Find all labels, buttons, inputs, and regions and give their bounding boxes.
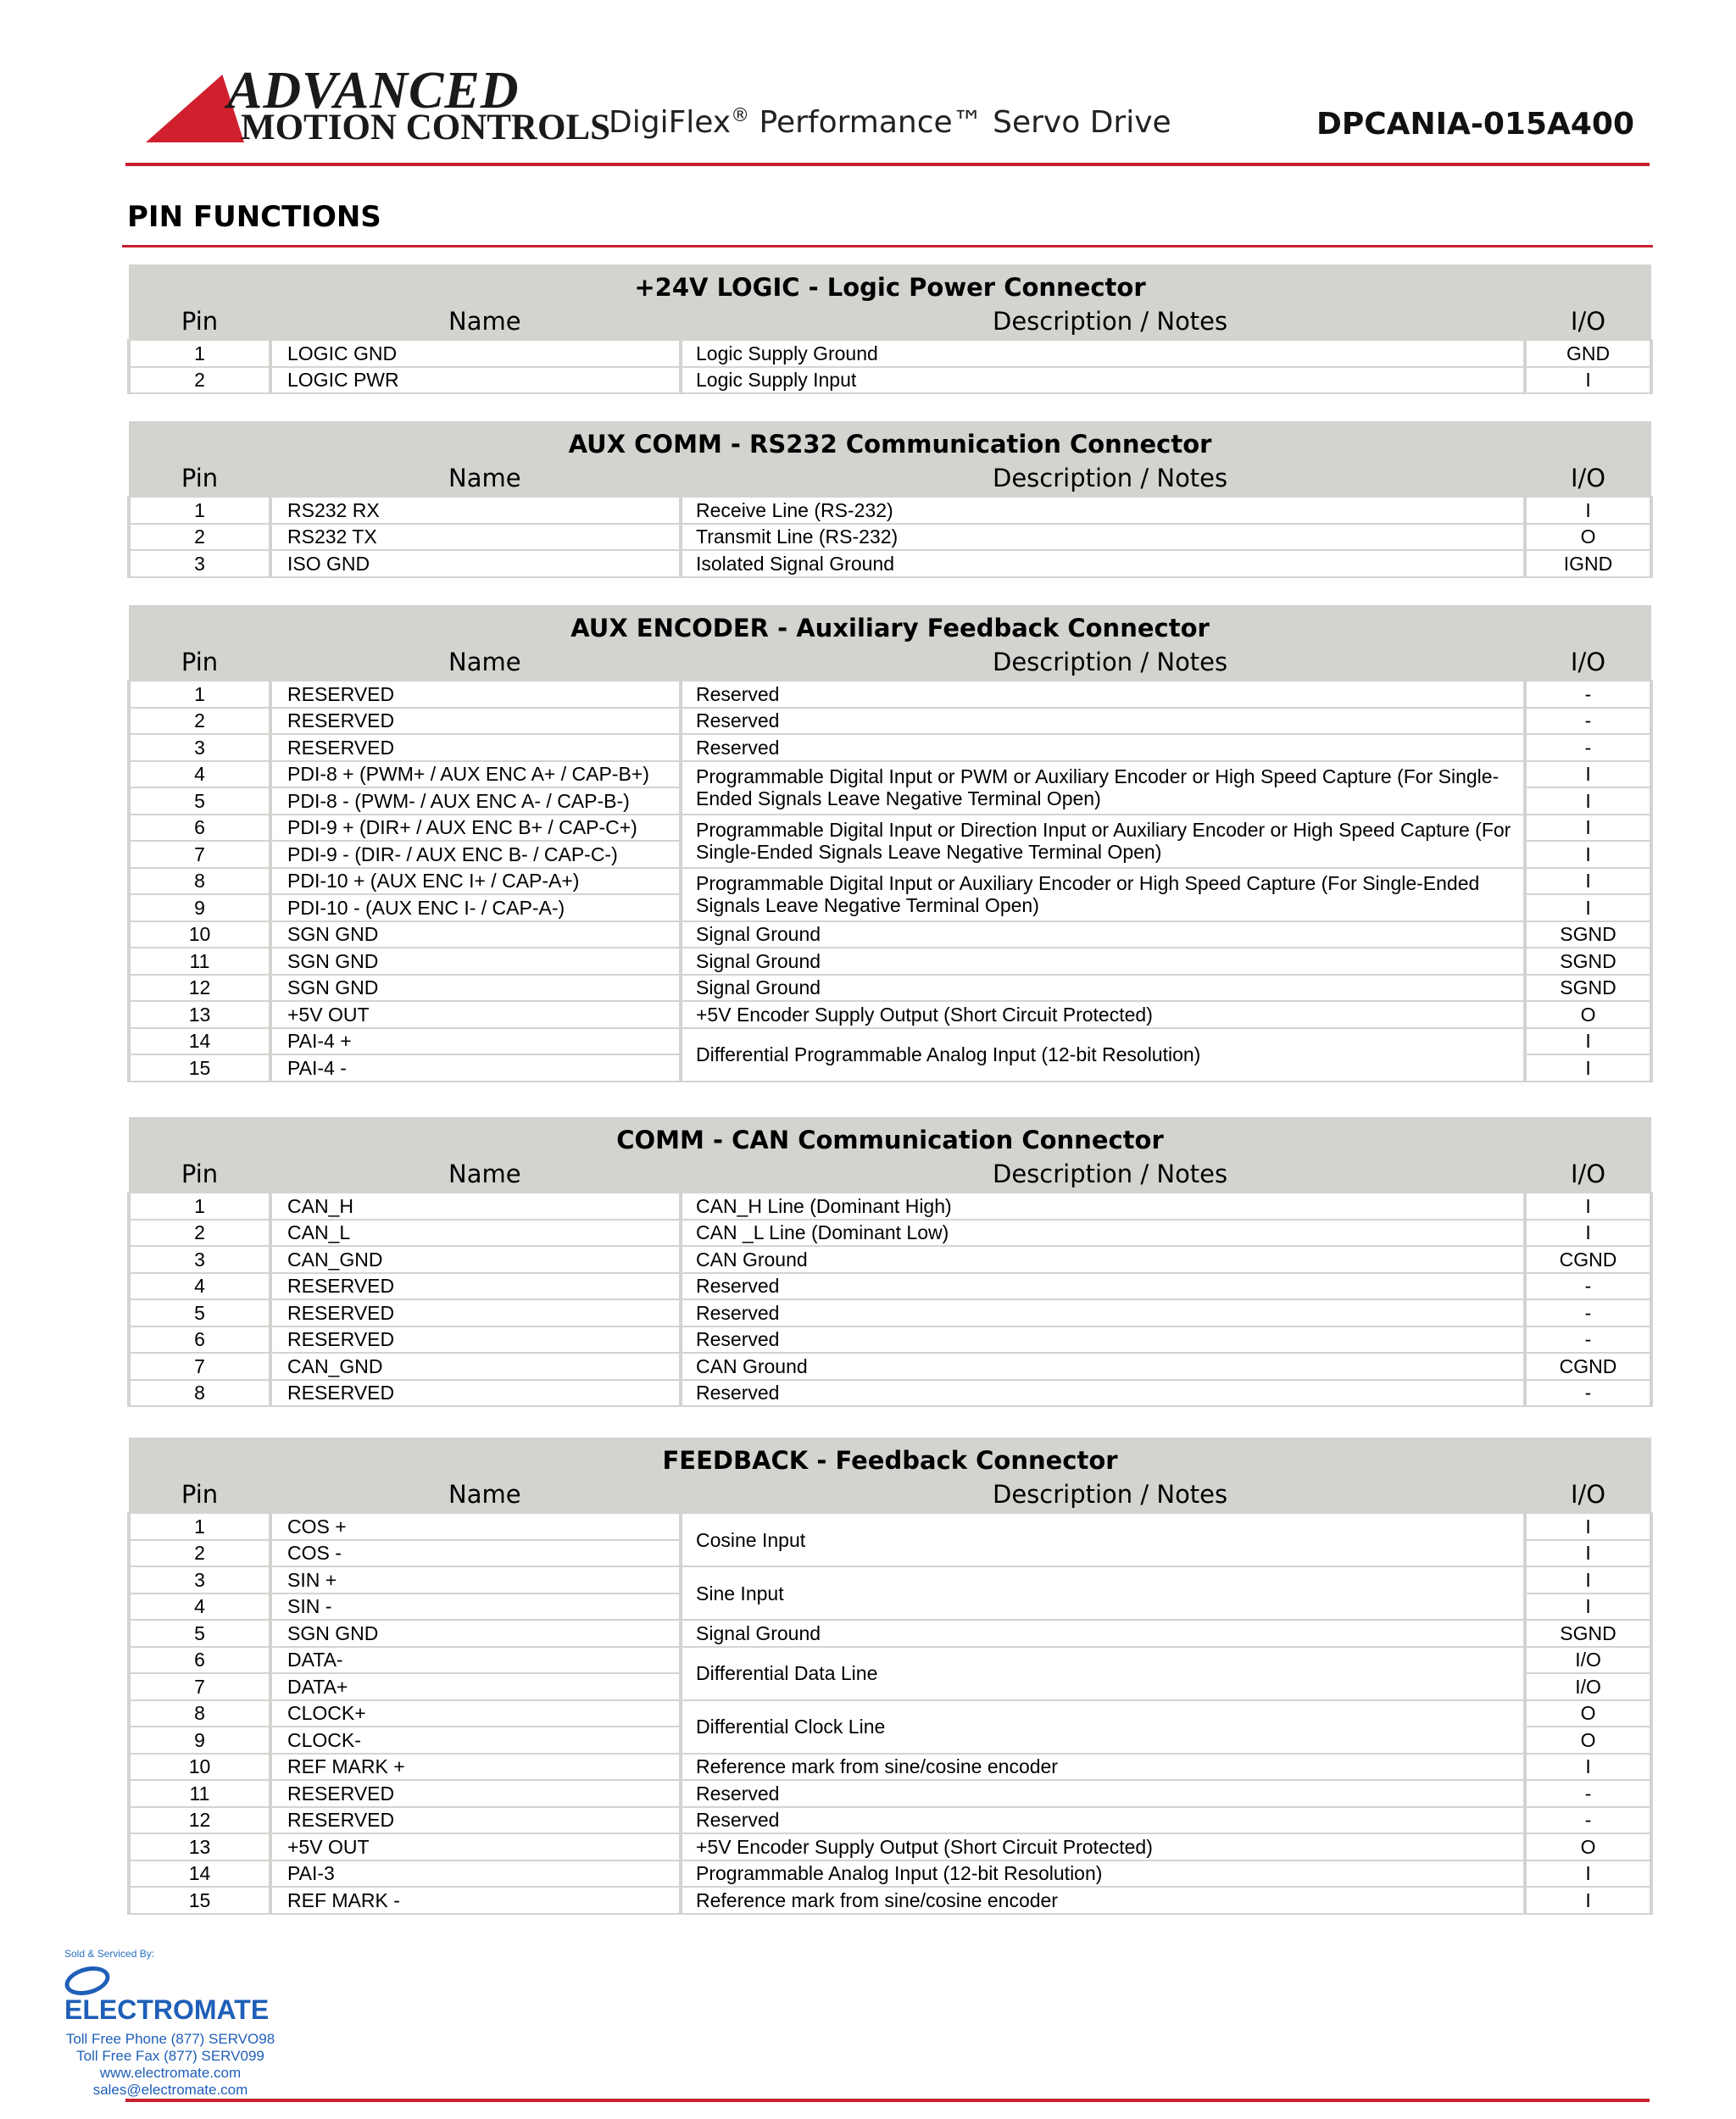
pin-name: PDI-10 - (AUX ENC I- / CAP-A-) bbox=[270, 894, 681, 921]
pin-name: RESERVED bbox=[270, 681, 681, 708]
pin-name: CAN_GND bbox=[270, 1353, 681, 1380]
pin-number: 5 bbox=[129, 1620, 270, 1647]
pin-description: Differential Data Line bbox=[681, 1647, 1525, 1700]
pin-name: PAI-4 - bbox=[270, 1054, 681, 1082]
pin-io: O bbox=[1525, 1833, 1651, 1860]
pin-io: I bbox=[1525, 815, 1651, 842]
pin-name: RESERVED bbox=[270, 1299, 681, 1326]
pin-description: Reserved bbox=[681, 708, 1525, 735]
pin-description: Programmable Digital Input or PWM or Auxiliary Encoder or High Speed Capture (For Single-Ended Signals Leave Negative Terminal Open) bbox=[681, 761, 1525, 815]
table-row bbox=[129, 1887, 1651, 1914]
header-divider bbox=[125, 163, 1650, 166]
pin-number: 1 bbox=[129, 1193, 270, 1220]
table-title: FEEDBACK - Feedback Connector bbox=[129, 1438, 1651, 1477]
pin-io: - bbox=[1525, 734, 1651, 761]
table-row bbox=[129, 1566, 1651, 1593]
pin-number: 2 bbox=[129, 1220, 270, 1247]
pin-number: 2 bbox=[129, 367, 270, 394]
pin-description: Programmable Analog Input (12-bit Resolution) bbox=[681, 1860, 1525, 1888]
pin-number: 5 bbox=[129, 787, 270, 815]
pin-io: I/O bbox=[1525, 1647, 1651, 1674]
pin-io: I bbox=[1525, 894, 1651, 921]
pin-name: PDI-8 + (PWM+ / AUX ENC A+ / CAP-B+) bbox=[270, 761, 681, 788]
table-title: +24V LOGIC - Logic Power Connector bbox=[129, 264, 1651, 303]
pin-io: - bbox=[1525, 1273, 1651, 1300]
product-name: DigiFlex® Performance™ Servo Drive bbox=[609, 105, 1171, 140]
pin-io: I bbox=[1525, 1193, 1651, 1220]
pin-number: 15 bbox=[129, 1887, 270, 1914]
pin-description: Sine Input bbox=[681, 1566, 1525, 1620]
pin-description: +5V Encoder Supply Output (Short Circuit Protected) bbox=[681, 1833, 1525, 1860]
connector-table bbox=[127, 264, 1653, 394]
pin-description: Receive Line (RS-232) bbox=[681, 497, 1525, 524]
column-header-name: Name bbox=[270, 644, 681, 681]
pin-name: RESERVED bbox=[270, 734, 681, 761]
column-header-io: I/O bbox=[1525, 1477, 1651, 1513]
table-row bbox=[129, 1273, 1651, 1300]
pin-name: RESERVED bbox=[270, 1326, 681, 1354]
pin-description: Reference mark from sine/cosine encoder bbox=[681, 1754, 1525, 1781]
table-row bbox=[129, 681, 1651, 708]
logo-text-line1: ADVANCED bbox=[227, 62, 520, 120]
table-row bbox=[129, 1513, 1651, 1540]
pin-name: LOGIC PWR bbox=[270, 367, 681, 394]
pin-name: COS - bbox=[270, 1540, 681, 1567]
column-header-io: I/O bbox=[1525, 1156, 1651, 1193]
advanced-motion-controls-logo bbox=[146, 64, 688, 158]
column-header-pin: Pin bbox=[129, 644, 270, 681]
pin-io: I bbox=[1525, 367, 1651, 394]
connector-table bbox=[127, 421, 1653, 578]
pin-name: SIN - bbox=[270, 1593, 681, 1621]
pin-io: - bbox=[1525, 1380, 1651, 1407]
pin-number: 11 bbox=[129, 948, 270, 975]
pin-name: RESERVED bbox=[270, 1273, 681, 1300]
pin-io: SGND bbox=[1525, 948, 1651, 975]
pin-name: RESERVED bbox=[270, 1807, 681, 1834]
pin-io: IGND bbox=[1525, 550, 1651, 577]
table-title: AUX COMM - RS232 Communication Connector bbox=[129, 421, 1651, 460]
pin-name: PDI-10 + (AUX ENC I+ / CAP-A+) bbox=[270, 868, 681, 895]
pin-number: 1 bbox=[129, 681, 270, 708]
pin-name: RS232 TX bbox=[270, 524, 681, 551]
section-divider bbox=[122, 245, 1653, 247]
footer-fax: Toll Free Fax (877) SERV099 bbox=[76, 2048, 264, 2064]
column-header-pin: Pin bbox=[129, 1156, 270, 1193]
pin-number: 4 bbox=[129, 1593, 270, 1621]
table-row bbox=[129, 1780, 1651, 1807]
pin-io: I bbox=[1525, 1220, 1651, 1247]
pin-number: 11 bbox=[129, 1780, 270, 1807]
table-row bbox=[129, 921, 1651, 948]
pin-name: PDI-9 - (DIR- / AUX ENC B- / CAP-C-) bbox=[270, 841, 681, 868]
table-row bbox=[129, 1833, 1651, 1860]
table-row bbox=[129, 367, 1651, 394]
pin-description: Transmit Line (RS-232) bbox=[681, 524, 1525, 551]
pin-io: CGND bbox=[1525, 1353, 1651, 1380]
pin-description: Reserved bbox=[681, 1326, 1525, 1354]
pin-io: - bbox=[1525, 1807, 1651, 1834]
pin-description: Differential Clock Line bbox=[681, 1700, 1525, 1754]
column-header-io: I/O bbox=[1525, 460, 1651, 497]
column-header-pin: Pin bbox=[129, 303, 270, 340]
table-row bbox=[129, 734, 1651, 761]
pin-number: 8 bbox=[129, 868, 270, 895]
pin-name: SGN GND bbox=[270, 948, 681, 975]
pin-name: PDI-8 - (PWM- / AUX ENC A- / CAP-B-) bbox=[270, 787, 681, 815]
model-number: DPCANIA-015A400 bbox=[1316, 107, 1634, 142]
pin-name: RESERVED bbox=[270, 1380, 681, 1407]
pin-description: Reserved bbox=[681, 1807, 1525, 1834]
table-row bbox=[129, 524, 1651, 551]
pin-number: 6 bbox=[129, 815, 270, 842]
pin-name: REF MARK + bbox=[270, 1754, 681, 1781]
pin-name: RESERVED bbox=[270, 708, 681, 735]
pin-io: CGND bbox=[1525, 1246, 1651, 1273]
pin-number: 3 bbox=[129, 1566, 270, 1593]
column-header-name: Name bbox=[270, 1156, 681, 1193]
column-header-name: Name bbox=[270, 303, 681, 340]
pin-io: SGND bbox=[1525, 1620, 1651, 1647]
pin-description: Signal Ground bbox=[681, 948, 1525, 975]
section-title: PIN FUNCTIONS bbox=[127, 200, 381, 234]
table-row bbox=[129, 1246, 1651, 1273]
pin-number: 12 bbox=[129, 975, 270, 1002]
pin-io: I bbox=[1525, 497, 1651, 524]
pin-number: 3 bbox=[129, 550, 270, 577]
footer-divider bbox=[125, 2099, 1650, 2102]
pin-number: 3 bbox=[129, 734, 270, 761]
footer-phone: Toll Free Phone (877) SERVO98 bbox=[65, 2031, 275, 2047]
table-row bbox=[129, 708, 1651, 735]
table-row bbox=[129, 1299, 1651, 1326]
pin-io: I bbox=[1525, 841, 1651, 868]
pin-name: +5V OUT bbox=[270, 1001, 681, 1028]
pin-number: 15 bbox=[129, 1054, 270, 1082]
sold-by-label: Sold & Serviced By: bbox=[64, 1948, 155, 1960]
column-header-description: Description / Notes bbox=[681, 1156, 1525, 1193]
pin-io: I bbox=[1525, 1540, 1651, 1567]
pin-description: Reserved bbox=[681, 1299, 1525, 1326]
column-header-name: Name bbox=[270, 460, 681, 497]
pin-io: I bbox=[1525, 868, 1651, 895]
electromate-logo: ELECTROMATE bbox=[64, 1963, 319, 2026]
pin-name: CAN_GND bbox=[270, 1246, 681, 1273]
pin-description: Signal Ground bbox=[681, 1620, 1525, 1647]
pin-description: Logic Supply Ground bbox=[681, 340, 1525, 367]
column-header-pin: Pin bbox=[129, 460, 270, 497]
pin-name: REF MARK - bbox=[270, 1887, 681, 1914]
column-header-description: Description / Notes bbox=[681, 460, 1525, 497]
pin-number: 10 bbox=[129, 921, 270, 948]
pin-io: I bbox=[1525, 1593, 1651, 1621]
pin-description: Cosine Input bbox=[681, 1513, 1525, 1566]
pin-number: 8 bbox=[129, 1380, 270, 1407]
pin-number: 10 bbox=[129, 1754, 270, 1781]
pin-io: - bbox=[1525, 1326, 1651, 1354]
pin-description: Isolated Signal Ground bbox=[681, 550, 1525, 577]
table-row bbox=[129, 1754, 1651, 1781]
pin-io: O bbox=[1525, 1727, 1651, 1754]
column-header-description: Description / Notes bbox=[681, 644, 1525, 681]
pin-number: 3 bbox=[129, 1246, 270, 1273]
pin-name: ISO GND bbox=[270, 550, 681, 577]
pin-io: I bbox=[1525, 761, 1651, 788]
column-header-description: Description / Notes bbox=[681, 1477, 1525, 1513]
pin-number: 1 bbox=[129, 340, 270, 367]
pin-name: PDI-9 + (DIR+ / AUX ENC B+ / CAP-C+) bbox=[270, 815, 681, 842]
pin-io: I bbox=[1525, 1887, 1651, 1914]
pin-name: PAI-4 + bbox=[270, 1028, 681, 1055]
footer-web[interactable]: www.electromate.com bbox=[99, 2065, 242, 2081]
pin-name: RS232 RX bbox=[270, 497, 681, 524]
table-row bbox=[129, 1647, 1651, 1674]
pin-number: 1 bbox=[129, 497, 270, 524]
pin-name: +5V OUT bbox=[270, 1833, 681, 1860]
pin-description: Differential Programmable Analog Input (12-bit Resolution) bbox=[681, 1028, 1525, 1082]
table-row bbox=[129, 1326, 1651, 1354]
table-row bbox=[129, 1193, 1651, 1220]
pin-description: CAN Ground bbox=[681, 1246, 1525, 1273]
table-row bbox=[129, 1700, 1651, 1727]
table-row bbox=[129, 550, 1651, 577]
pin-name: SGN GND bbox=[270, 921, 681, 948]
pin-io: O bbox=[1525, 1001, 1651, 1028]
table-row bbox=[129, 340, 1651, 367]
pin-name: LOGIC GND bbox=[270, 340, 681, 367]
pin-io: I/O bbox=[1525, 1673, 1651, 1700]
pin-io: I bbox=[1525, 1860, 1651, 1888]
pin-name: DATA- bbox=[270, 1647, 681, 1674]
pin-number: 13 bbox=[129, 1833, 270, 1860]
pin-name: COS + bbox=[270, 1513, 681, 1540]
electromate-footer bbox=[64, 1948, 319, 2099]
pin-io: I bbox=[1525, 1513, 1651, 1540]
table-row bbox=[129, 1807, 1651, 1834]
pin-description: Programmable Digital Input or Direction Input or Auxiliary Encoder or High Speed Capture (For Single-Ended Signals Leave Negative Terminal Open) bbox=[681, 815, 1525, 868]
pin-number: 12 bbox=[129, 1807, 270, 1834]
pin-number: 7 bbox=[129, 1353, 270, 1380]
pin-name: DATA+ bbox=[270, 1673, 681, 1700]
pin-io: - bbox=[1525, 1780, 1651, 1807]
pin-description: Reserved bbox=[681, 1780, 1525, 1807]
pin-io: SGND bbox=[1525, 975, 1651, 1002]
pin-description: Logic Supply Input bbox=[681, 367, 1525, 394]
pin-number: 2 bbox=[129, 1540, 270, 1567]
pin-description: Reserved bbox=[681, 1273, 1525, 1300]
pin-name: CLOCK- bbox=[270, 1727, 681, 1754]
pin-name: PAI-3 bbox=[270, 1860, 681, 1888]
pin-number: 5 bbox=[129, 1299, 270, 1326]
pin-io: I bbox=[1525, 1028, 1651, 1055]
pin-io: O bbox=[1525, 1700, 1651, 1727]
pin-description: Programmable Digital Input or Auxiliary Encoder or High Speed Capture (For Single-Ended Signals Leave Negative Terminal Open) bbox=[681, 868, 1525, 921]
pin-io: - bbox=[1525, 708, 1651, 735]
pin-number: 8 bbox=[129, 1700, 270, 1727]
pin-io: - bbox=[1525, 1299, 1651, 1326]
pin-name: SGN GND bbox=[270, 1620, 681, 1647]
pin-io: SGND bbox=[1525, 921, 1651, 948]
pin-description: Reserved bbox=[681, 681, 1525, 708]
pin-description: +5V Encoder Supply Output (Short Circuit Protected) bbox=[681, 1001, 1525, 1028]
pin-name: CAN_L bbox=[270, 1220, 681, 1247]
pin-number: 7 bbox=[129, 1673, 270, 1700]
pin-name: CLOCK+ bbox=[270, 1700, 681, 1727]
pin-description: CAN_H Line (Dominant High) bbox=[681, 1193, 1525, 1220]
table-row bbox=[129, 1220, 1651, 1247]
connector-table bbox=[127, 605, 1653, 1082]
pin-number: 7 bbox=[129, 841, 270, 868]
column-header-io: I/O bbox=[1525, 644, 1651, 681]
pin-number: 4 bbox=[129, 761, 270, 788]
pin-description: Signal Ground bbox=[681, 975, 1525, 1002]
pin-name: CAN_H bbox=[270, 1193, 681, 1220]
table-row bbox=[129, 1620, 1651, 1647]
table-row bbox=[129, 1001, 1651, 1028]
pin-number: 1 bbox=[129, 1513, 270, 1540]
table-title: AUX ENCODER - Auxiliary Feedback Connector bbox=[129, 605, 1651, 644]
page-header bbox=[125, 59, 1651, 153]
pin-description: CAN _L Line (Dominant Low) bbox=[681, 1220, 1525, 1247]
pin-number: 13 bbox=[129, 1001, 270, 1028]
pin-io: I bbox=[1525, 787, 1651, 815]
pin-name: SIN + bbox=[270, 1566, 681, 1593]
pin-number: 14 bbox=[129, 1028, 270, 1055]
pin-description: Reserved bbox=[681, 1380, 1525, 1407]
column-header-description: Description / Notes bbox=[681, 303, 1525, 340]
pin-io: - bbox=[1525, 681, 1651, 708]
pin-number: 2 bbox=[129, 708, 270, 735]
column-header-io: I/O bbox=[1525, 303, 1651, 340]
pin-description: Reserved bbox=[681, 734, 1525, 761]
connector-table bbox=[127, 1438, 1653, 1915]
pin-io: GND bbox=[1525, 340, 1651, 367]
pin-number: 4 bbox=[129, 1273, 270, 1300]
connector-table bbox=[127, 1117, 1653, 1407]
logo-text-line2: MOTION CONTROLS bbox=[241, 108, 611, 147]
table-row bbox=[129, 948, 1651, 975]
table-row bbox=[129, 497, 1651, 524]
table-row bbox=[129, 868, 1651, 895]
pin-number: 6 bbox=[129, 1647, 270, 1674]
pin-description: CAN Ground bbox=[681, 1353, 1525, 1380]
pin-description: Reference mark from sine/cosine encoder bbox=[681, 1887, 1525, 1914]
pin-io: I bbox=[1525, 1054, 1651, 1082]
footer-email[interactable]: sales@electromate.com bbox=[92, 2082, 248, 2098]
pin-name: SGN GND bbox=[270, 975, 681, 1002]
pin-number: 14 bbox=[129, 1860, 270, 1888]
pin-description: Signal Ground bbox=[681, 921, 1525, 948]
pin-number: 6 bbox=[129, 1326, 270, 1354]
table-row bbox=[129, 1353, 1651, 1380]
table-row bbox=[129, 761, 1651, 788]
pin-name: RESERVED bbox=[270, 1780, 681, 1807]
column-header-pin: Pin bbox=[129, 1477, 270, 1513]
table-row bbox=[129, 815, 1651, 842]
pin-number: 9 bbox=[129, 1727, 270, 1754]
pin-io: I bbox=[1525, 1566, 1651, 1593]
table-row bbox=[129, 975, 1651, 1002]
table-row bbox=[129, 1860, 1651, 1888]
pin-io: O bbox=[1525, 524, 1651, 551]
table-row bbox=[129, 1380, 1651, 1407]
table-row bbox=[129, 1028, 1651, 1055]
pin-io: I bbox=[1525, 1754, 1651, 1781]
pin-number: 2 bbox=[129, 524, 270, 551]
table-title: COMM - CAN Communication Connector bbox=[129, 1117, 1651, 1156]
column-header-name: Name bbox=[270, 1477, 681, 1513]
pin-number: 9 bbox=[129, 894, 270, 921]
